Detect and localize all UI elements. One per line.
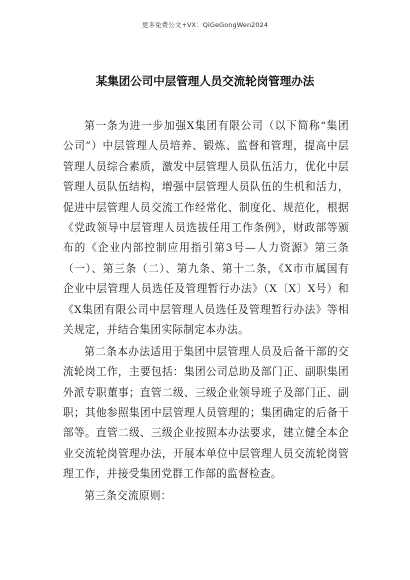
document-body [63,116,349,507]
header-note: 更多免费公文+VX：QiGeGongWen2024 [141,21,269,29]
document-title: 某集团公司中层管理人员交流轮岗管理办法 [95,74,315,88]
paragraph-article-3: 第三条交流原则： [84,490,172,503]
paragraph-article-2: 第二条本办法适用于集团中层管理人员及后备干部的交流轮岗工作，主要包括：集团公司总助及部门正、副职集团外派专职董事；直管二级、三级企业领导班子及部门正、副职；其他参照集团中层管理人员管理的；集团确定的后备干部等。直管二级、三级企业按照本办法要求，建立健全本企业交流轮岗管理办法，开展本单位中层管理人员交流轮岗管理工作，并接受集团党群工作部的监督检查。 [63,345,349,481]
paragraph-article-1: 第一条为进一步加强X集团有限公司（以下简称“集团公司”）中层管理人员培养、锻炼、监督和管理，提高中层管理人员综合素质，激发中层管理人员队伍活力，优化中层管理人员队伍结构，增强中层管理人员队伍的生机和活力，促进中层管理人员交流工作经常化、制度化、规范化，根据《党政领导中层管理人员选拔任用工作条例》，财政部等颁布的《企业内部控制应用指引第3号—人力资源》第三条（一）、第三条（二）、第九条、第十二条，《X市市属国有企业中层管理人员选任及管理暂行办法》（X〔X〕X号）和《X集团有限公司中层管理人员选任及管理暂行办法》等相关规定，并结合集团实际制定本办法。 [63,120,349,337]
